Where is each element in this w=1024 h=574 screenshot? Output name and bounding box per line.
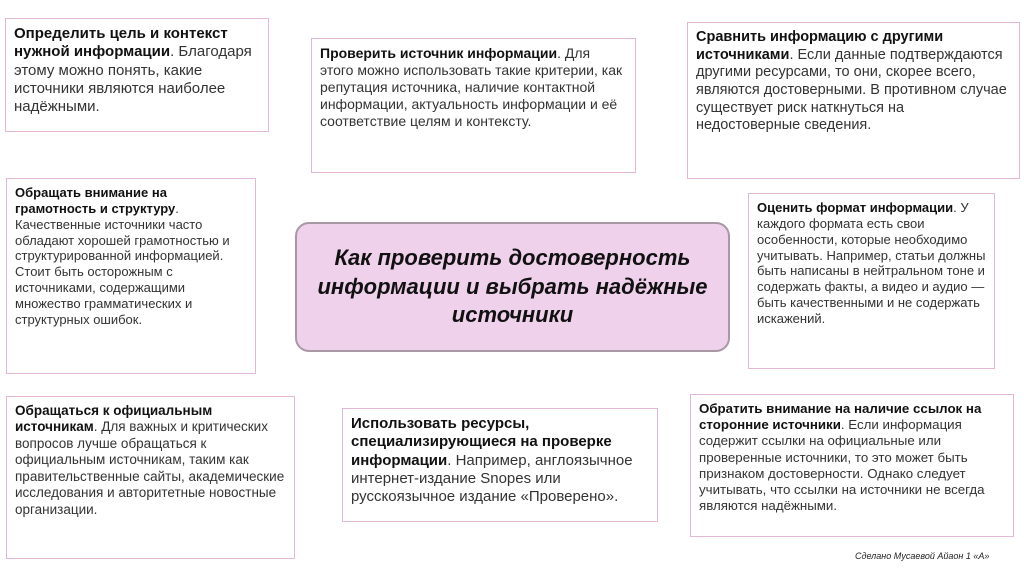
card-heading: Обращать внимание на грамотность и структуру (15, 185, 176, 216)
card-goal: Определить цель и контекст нужной информации. Благодаря этому можно понять, какие источники являются наиболее надёжными. (5, 18, 269, 132)
card-heading: Обращаться к официальным источникам (15, 403, 213, 435)
card-heading: Использовать ресурсы, специализирующиеся на проверке информации (351, 415, 612, 469)
author-credit: Сделано Мусаевой Айаон 1 «А» (855, 551, 990, 561)
card-body: Для этого можно использовать такие критерии, как репутация источника, наличие контактной информации, актуальность информации и её соответствие целям и контексту. (320, 45, 623, 130)
card-body: Например, англоязычное интернет-издание Snopes или русскоязычное издание «Проверено». (351, 451, 633, 506)
card-body: Качественные источники часто обладают хорошей грамотностью и структурированной информацией. Стоит быть осторожным с источниками, содержащими множество грамматических и структурных ошибок. (15, 216, 230, 327)
card-heading: Оценить формат информации (757, 200, 954, 215)
center-title-text: Как проверить достоверность информации и выбрать надёжные источники (317, 245, 708, 328)
card-heading: Сравнить информацию с другими источниками (696, 29, 944, 63)
card-format: Оценить формат информации. У каждого формата есть свои особенности, которые необходимо учитывать. Например, статьи должны быть написаны в нейтральном тоне и содержать факты, а видео и аудио — быть качественными и не содержать искажений. (748, 193, 995, 369)
card-literacy: Обращать внимание на грамотность и структуру. Качественные источники часто обладают хорошей грамотностью и структурированной информацией. Стоит быть осторожным с источниками, содержащими множество грамматических и структурных ошибок. (6, 178, 256, 374)
card-links: Обратить внимание на наличие ссылок на сторонние источники. Если информация содержит ссылки на официальные или проверенные источники, то это может быть признаком достоверности. Однако следует учитывать, что ссылки на источники не всегда являются надёжными. (690, 394, 1014, 537)
card-body: Если данные подтверждаются другими ресурсами, то они, скорее всего, являются достоверными. В противном случае существует риск наткнуться на недостоверные сведения. (696, 46, 1007, 134)
card-source: Проверить источник информации. Для этого можно использовать такие критерии, как репутация источника, наличие контактной информации, актуальность информации и её соответствие целям и контексту. (311, 38, 636, 173)
card-heading: Определить цель и контекст нужной информации (14, 25, 228, 61)
card-compare: Сравнить информацию с другими источниками. Если данные подтверждаются другими ресурсами, то они, скорее всего, являются достоверными. В противном случае существует риск наткнуться на недостоверные сведения. (687, 22, 1020, 179)
card-heading: Обратить внимание на наличие ссылок на сторонние источники (699, 401, 982, 433)
center-title (295, 222, 730, 352)
card-body: У каждого формата есть свои особенности, которые необходимо учитывать. Например, статьи должны быть написаны в нейтральном тоне и содержать факты, а видео и аудио — быть качественными и не содержать искажений. (757, 200, 986, 327)
card-heading: Проверить источник информации (320, 45, 558, 61)
card-official: Обращаться к официальным источникам. Для важных и критических вопросов лучше обращаться к официальным источникам, таким как правительственные сайты, академические исследования и авторитетные новостные организации. (6, 396, 295, 559)
card-body: Для важных и критических вопросов лучше обращаться к официальным источникам, таким как правительственные сайты, академические исследования и авторитетные новостные организации. (15, 419, 285, 517)
card-factcheck: Использовать ресурсы, специализирующиеся на проверке информации. Например, англоязычное интернет-издание Snopes или русскоязычное издание «Проверено». (342, 408, 658, 522)
card-body: Благодаря этому можно понять, какие источники являются наиболее надёжными. (14, 43, 252, 116)
card-body: Если информация содержит ссылки на официальные или проверенные источники, то это может быть признаком достоверности. Однако следует учитывать, что ссылки на источники не всегда являются надёжными. (699, 417, 985, 514)
